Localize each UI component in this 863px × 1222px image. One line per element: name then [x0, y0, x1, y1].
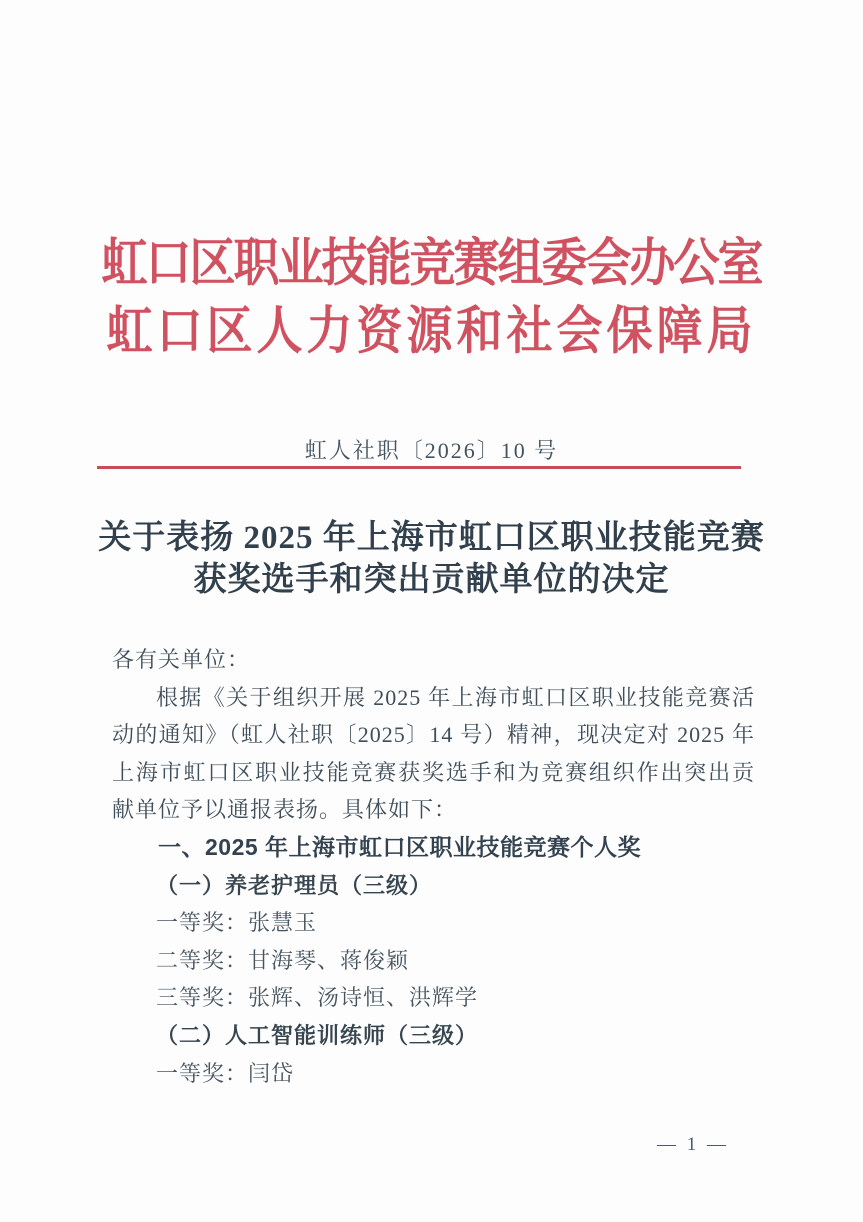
red-letterhead [0, 234, 863, 360]
subsection-1-heading: （一）养老护理员（三级） [156, 872, 433, 898]
award-first-prize-subsection-2: 一等奖：闫岱 [156, 1060, 295, 1086]
page-number: — 1 — [657, 1134, 729, 1155]
document-title-line-1: 关于表扬 2025 年上海市虹口区职业技能竞赛 [98, 520, 765, 556]
issuing-org-line-1: 虹口区职业技能竞赛组委会办公室 [101, 234, 762, 292]
award-first-prize-subsection-1: 一等奖：张慧玉 [156, 910, 318, 936]
salutation: 各有关单位： [112, 647, 251, 672]
document-title-line-2: 获奖选手和突出贡献单位的决定 [193, 562, 670, 598]
document-number: 虹人社职〔2026〕10 号 [304, 438, 559, 463]
document-title [0, 517, 863, 601]
red-divider-line [97, 466, 741, 469]
document-body [112, 641, 755, 1092]
issuing-org-line-2: 虹口区人力资源和社会保障局 [106, 302, 757, 360]
subsection-2-heading: （二）人工智能训练师（三级） [156, 1022, 479, 1048]
section-1-heading: 一、2025 年上海市虹口区职业技能竞赛个人奖 [158, 833, 642, 860]
award-second-prize-subsection-1: 二等奖：甘海琴、蒋俊颖 [156, 947, 410, 973]
award-third-prize-subsection-1: 三等奖：张辉、汤诗恒、洪辉学 [156, 985, 479, 1011]
intro-paragraph: 根据《关于组织开展 2025 年上海市虹口区职业技能竞赛活动的通知》（虹人社职〔2025〕14 号）精神，现决定对 2025 年上海市虹口区职业技能竞赛获奖选手和为竞赛组织作出突出贡献单位予以通报表扬。具体如下： [112, 684, 755, 823]
